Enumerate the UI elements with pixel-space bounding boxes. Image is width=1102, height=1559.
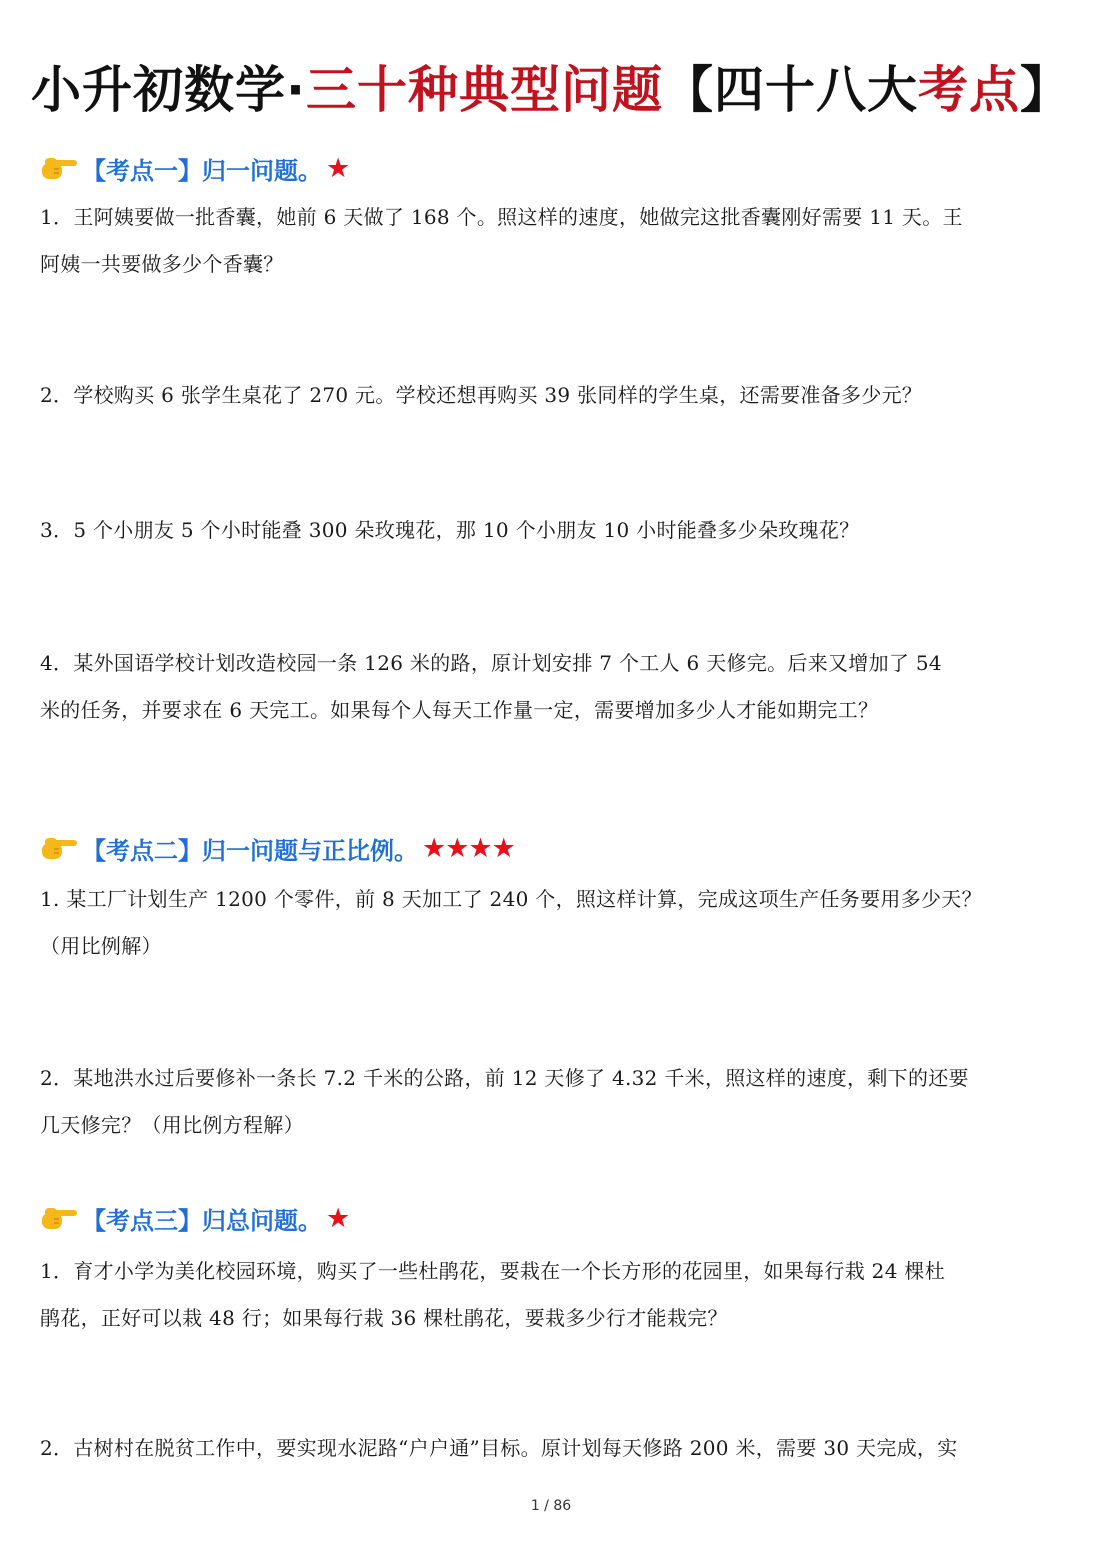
pointing-hand-icon: [40, 835, 78, 861]
section-title: 【考点一】归一问题。: [82, 156, 322, 185]
section-heading-2: [40, 826, 515, 870]
question-item: [40, 876, 1062, 970]
title-part-3: 【四十八大: [663, 61, 918, 119]
title-part-2: 三十种典型问题: [306, 61, 663, 119]
question-line: 2．学校购买 6 张学生桌花了 270 元。学校还想再购买 39 张同样的学生桌，还需要准备多少元？: [40, 383, 923, 407]
title-part-1: 小升初数学: [31, 61, 286, 119]
difficulty-stars: ★★★★: [422, 832, 515, 864]
title-dot: ·: [286, 61, 306, 119]
title-part-5: 】: [1020, 61, 1071, 119]
question-line: 几天修完？（用比例方程解）: [40, 1113, 304, 1137]
section-heading-1: [40, 146, 349, 190]
page-number: 1 / 86: [530, 1498, 572, 1514]
question-line: 1．育才小学为美化校园环境，购买了一些杜鹃花，要栽在一个长方形的花园里，如果每行栽 24 棵杜: [40, 1259, 945, 1283]
question-item: [40, 1055, 1062, 1149]
question-item: [40, 640, 1062, 734]
pointing-hand-icon: [40, 155, 78, 181]
section-title: 【考点三】归总问题。: [82, 1206, 322, 1235]
question-line: 4．某外国语学校计划改造校园一条 126 米的路，原计划安排 7 个工人 6 天修完。后来又增加了 54: [40, 651, 942, 675]
section-heading-3: [40, 1196, 349, 1240]
question-line: 阿姨一共要做多少个香囊？: [40, 252, 284, 276]
question-line: 米的任务，并要求在 6 天完工。如果每个人每天工作量一定，需要增加多少人才能如期完工？: [40, 698, 879, 722]
question-line: 2．某地洪水过后要修补一条长 7.2 千米的公路，前 12 天修了 4.32 千米，照这样的速度，剩下的还要: [40, 1066, 969, 1090]
question-item: [40, 372, 1062, 419]
page-title: [0, 54, 1102, 126]
question-item: [40, 507, 1062, 554]
section-title: 【考点二】归一问题与正比例。: [82, 836, 418, 865]
question-item: [40, 1425, 1062, 1472]
question-item: [40, 1248, 1062, 1342]
question-item: [40, 194, 1062, 288]
question-line: 1．王阿姨要做一批香囊，她前 6 天做了 168 个。照这样的速度，她做完这批香囊刚好需要 11 天。王: [40, 205, 963, 229]
difficulty-stars: ★: [326, 1202, 350, 1234]
question-line: （用比例解）: [40, 934, 162, 958]
difficulty-stars: ★: [326, 152, 350, 184]
question-line: 鹃花，正好可以栽 48 行；如果每行栽 36 棵杜鹃花，要栽多少行才能栽完？: [40, 1306, 728, 1330]
question-line: 1. 某工厂计划生产 1200 个零件，前 8 天加工了 240 个，照这样计算，完成这项生产任务要用多少天？: [40, 887, 982, 911]
question-line: 3．5 个小朋友 5 个小时能叠 300 朵玫瑰花，那 10 个小朋友 10 小时能叠多少朵玫瑰花？: [40, 518, 860, 542]
title-part-4: 考点: [918, 61, 1020, 119]
question-line: 2．古树村在脱贫工作中，要实现水泥路“户户通”目标。原计划每天修路 200 米，需要 30 天完成，实: [40, 1436, 958, 1460]
pointing-hand-icon: [40, 1205, 78, 1231]
